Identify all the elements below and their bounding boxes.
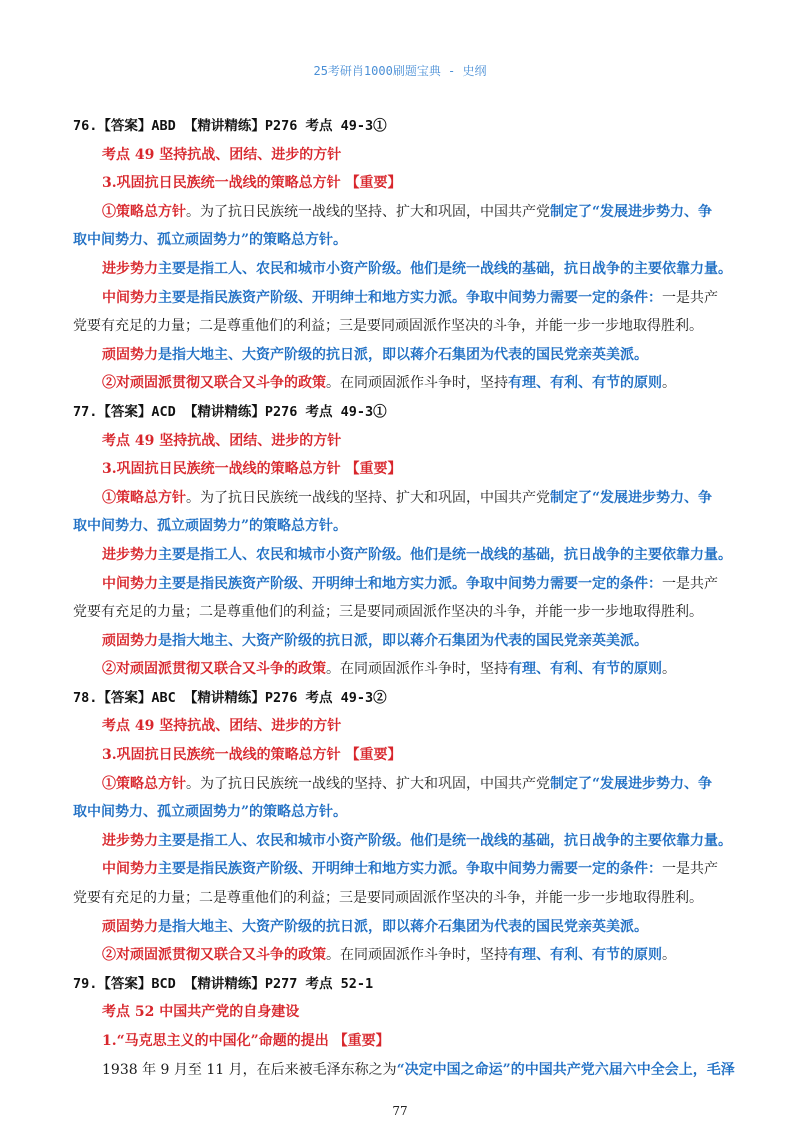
- page-content: [73, 112, 733, 1084]
- paragraph-diehard: [73, 341, 733, 370]
- highlight: “决定中国之命运”的中国共产党六届六中全会上，毛泽: [396, 1061, 735, 1078]
- highlight: 制定了“发展进步势力、争: [550, 203, 713, 220]
- paragraph-policy: [73, 941, 733, 970]
- term: 进步势力: [102, 546, 158, 563]
- text: 一是共产: [662, 575, 718, 592]
- text: 是指大地主、大资产阶级的抗日派，即以蒋介石集团为代表的国民党亲英美派。: [158, 346, 648, 363]
- topic-heading: 考点 49 坚持抗战、团结、进步的方针: [102, 146, 342, 163]
- text: 。在同顽固派作斗争时，坚持: [326, 661, 508, 678]
- subtopic-heading: 1.“马克思主义的中国化”命题的提出 【重要】: [102, 1033, 390, 1049]
- paragraph-middle: [73, 855, 733, 884]
- subtopic-heading: 3.巩固抗日民族统一战线的策略总方针 【重要】: [102, 747, 402, 764]
- subtopic-heading: 3.巩固抗日民族统一战线的策略总方针 【重要】: [102, 461, 402, 478]
- answer-line: 78.【答案】ABC 【精讲精练】P276 考点 49-3②: [73, 689, 387, 706]
- paragraph-middle: [73, 570, 733, 599]
- text: 主要是指民族资产阶级、开明绅士和地方实力派。争取中间势力需要一定的条件：: [158, 861, 662, 878]
- paragraph-strategy: [73, 484, 733, 513]
- text: 。: [662, 661, 676, 678]
- term: 进步势力: [102, 832, 158, 849]
- paragraph-meeting: [73, 1056, 733, 1085]
- paragraph-strategy-cont: 取中间势力、孤立顽固势力”的策略总方针。: [73, 232, 348, 249]
- paragraph-middle-cont: 党要有充足的力量；二是尊重他们的利益；三是要同顽固派作坚决的斗争，并能一步一步地取得胜利。: [73, 318, 703, 335]
- term: ②对顽固派贯彻又联合又斗争的政策: [102, 375, 326, 392]
- term: ①策略总方针: [102, 489, 186, 506]
- paragraph-diehard: [73, 913, 733, 942]
- paragraph-diehard: [73, 627, 733, 656]
- text: 一是共产: [662, 861, 718, 878]
- term: 中间势力: [102, 575, 158, 592]
- text: 主要是指工人、农民和城市小资产阶级。他们是统一战线的基础，抗日战争的主要依靠力量。: [158, 546, 732, 563]
- term: 进步势力: [102, 260, 158, 277]
- term: ②对顽固派贯彻又联合又斗争的政策: [102, 947, 326, 964]
- text: 。: [662, 947, 676, 964]
- term: ①策略总方针: [102, 775, 186, 792]
- term: 中间势力: [102, 289, 158, 306]
- text: 是指大地主、大资产阶级的抗日派，即以蒋介石集团为代表的国民党亲英美派。: [158, 632, 648, 649]
- text: 。在同顽固派作斗争时，坚持: [326, 375, 508, 392]
- highlight: 制定了“发展进步势力、争: [550, 775, 713, 792]
- paragraph-policy: [73, 655, 733, 684]
- highlight: 有理、有利、有节的原则: [508, 375, 662, 392]
- answer-line: 79.【答案】BCD 【精讲精练】P277 考点 52-1: [73, 975, 374, 992]
- paragraph-progressive: [73, 827, 733, 856]
- text: 。为了抗日民族统一战线的坚持、扩大和巩固，中国共产党: [186, 203, 550, 220]
- highlight: 有理、有利、有节的原则: [508, 661, 662, 678]
- paragraph-progressive: [73, 541, 733, 570]
- term: 顽固势力: [102, 918, 158, 935]
- page-number: 77: [392, 1104, 408, 1118]
- paragraph-strategy-cont: 取中间势力、孤立顽固势力”的策略总方针。: [73, 518, 348, 535]
- paragraph-strategy-cont: 取中间势力、孤立顽固势力”的策略总方针。: [73, 804, 348, 821]
- text: 1938 年 9 月至 11 月，在后来被毛泽东称之为: [102, 1061, 397, 1078]
- text: 。: [662, 375, 676, 392]
- paragraph-middle: [73, 284, 733, 313]
- paragraph-strategy: [73, 770, 733, 799]
- answer-line: 76.【答案】ABD 【精讲精练】P276 考点 49-3①: [73, 118, 387, 134]
- term: 顽固势力: [102, 632, 158, 649]
- paragraph-strategy: [73, 198, 733, 227]
- text: 。在同顽固派作斗争时，坚持: [326, 947, 508, 964]
- term: ①策略总方针: [102, 203, 186, 220]
- subtopic-heading: 3.巩固抗日民族统一战线的策略总方针 【重要】: [102, 175, 402, 192]
- topic-heading: 考点 49 坚持抗战、团结、进步的方针: [102, 718, 342, 735]
- topic-heading: 考点 52 中国共产党的自身建设: [102, 1004, 300, 1021]
- paragraph-progressive: [73, 255, 733, 284]
- text: 主要是指民族资产阶级、开明绅士和地方实力派。争取中间势力需要一定的条件：: [158, 575, 662, 592]
- text: 一是共产: [662, 289, 718, 306]
- text: 是指大地主、大资产阶级的抗日派，即以蒋介石集团为代表的国民党亲英美派。: [158, 918, 648, 935]
- term: 顽固势力: [102, 346, 158, 363]
- text: 。为了抗日民族统一战线的坚持、扩大和巩固，中国共产党: [186, 775, 550, 792]
- paragraph-policy: [73, 369, 733, 398]
- topic-heading: 考点 49 坚持抗战、团结、进步的方针: [102, 432, 342, 449]
- paragraph-middle-cont: 党要有充足的力量；二是尊重他们的利益；三是要同顽固派作坚决的斗争，并能一步一步地取得胜利。: [73, 890, 703, 907]
- paragraph-middle-cont: 党要有充足的力量；二是尊重他们的利益；三是要同顽固派作坚决的斗争，并能一步一步地取得胜利。: [73, 604, 703, 621]
- term: ②对顽固派贯彻又联合又斗争的政策: [102, 661, 326, 678]
- text: 主要是指工人、农民和城市小资产阶级。他们是统一战线的基础，抗日战争的主要依靠力量。: [158, 832, 732, 849]
- term: 中间势力: [102, 861, 158, 878]
- highlight: 有理、有利、有节的原则: [508, 947, 662, 964]
- text: 。为了抗日民族统一战线的坚持、扩大和巩固，中国共产党: [186, 489, 550, 506]
- text: 主要是指民族资产阶级、开明绅士和地方实力派。争取中间势力需要一定的条件：: [158, 289, 662, 306]
- running-header: 25考研肖1000刷题宝典 - 史纲: [313, 64, 487, 78]
- answer-line: 77.【答案】ACD 【精讲精练】P276 考点 49-3①: [73, 403, 387, 420]
- text: 主要是指工人、农民和城市小资产阶级。他们是统一战线的基础，抗日战争的主要依靠力量。: [158, 260, 732, 277]
- highlight: 制定了“发展进步势力、争: [550, 489, 713, 506]
